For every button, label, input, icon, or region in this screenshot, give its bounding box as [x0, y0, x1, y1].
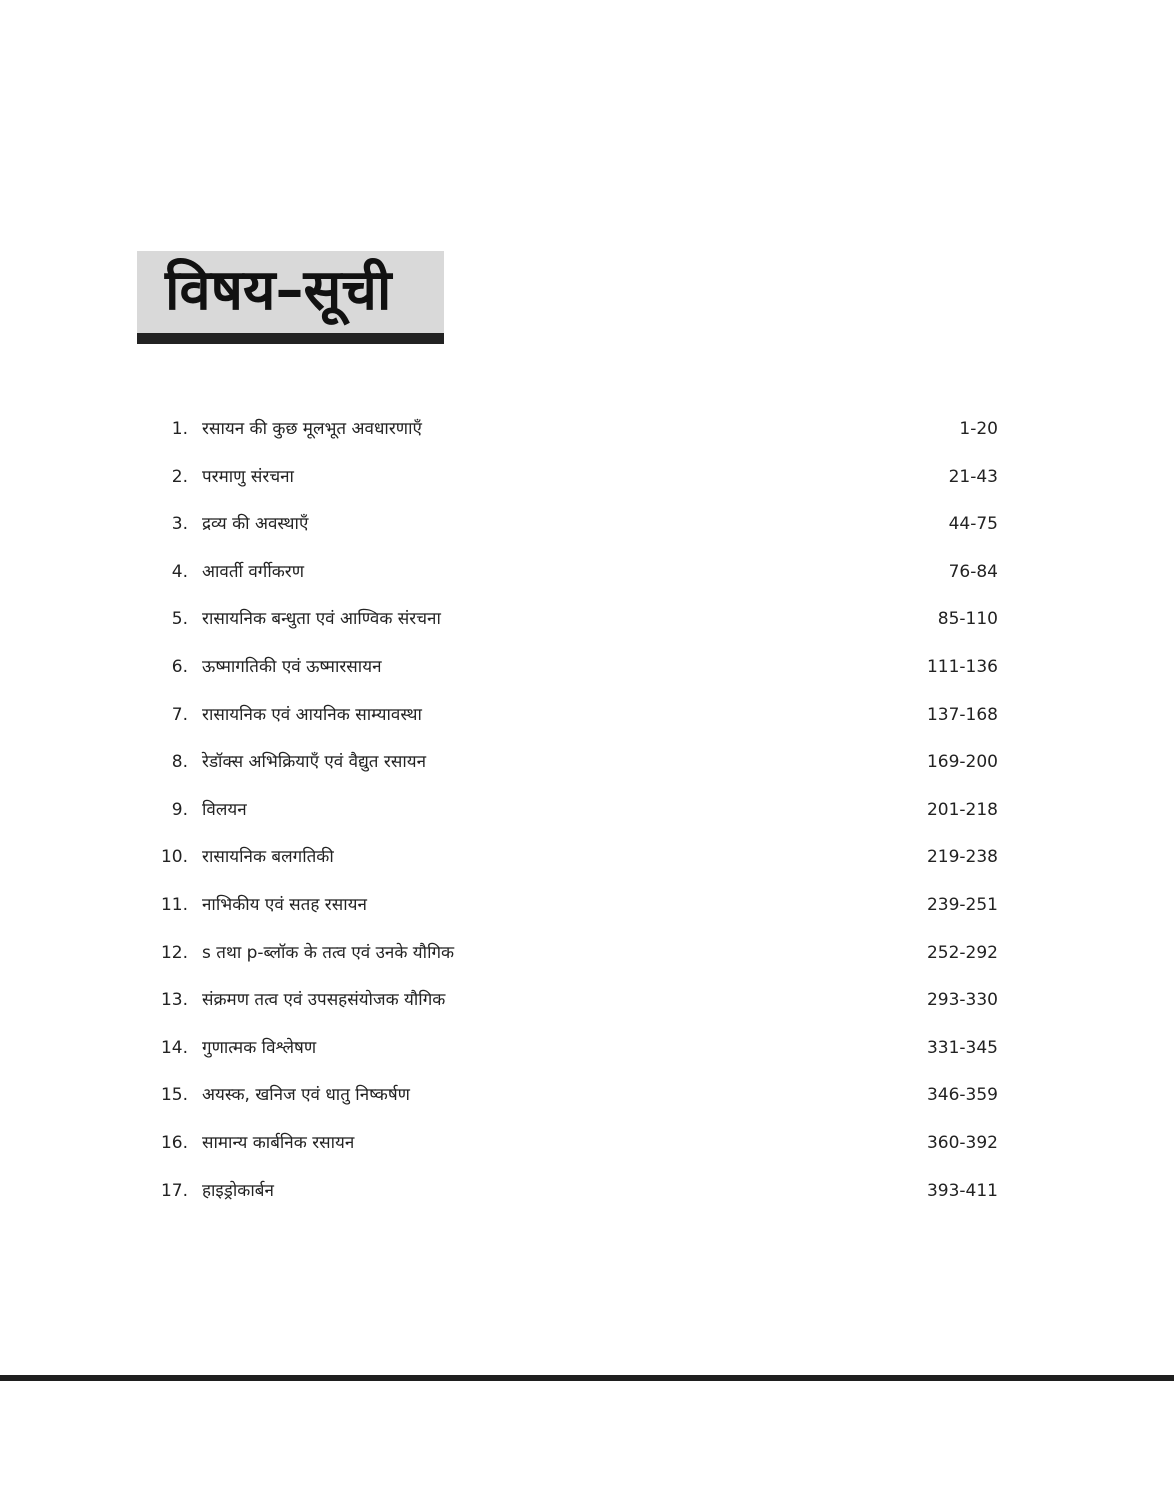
toc-entry-title: रसायन की कुछ मूलभूत अवधारणाएँ — [202, 419, 422, 439]
toc-entry-title: सामान्य कार्बनिक रसायन — [202, 1132, 355, 1153]
toc-entry-title: ऊष्मागतिकी एवं ऊष्मारसायन — [202, 656, 382, 677]
toc-entry — [155, 1120, 998, 1168]
toc-entry — [155, 549, 998, 597]
bottom-rule — [0, 1375, 1174, 1381]
toc-entry — [155, 692, 998, 740]
toc-entry — [155, 977, 998, 1025]
toc-entry — [155, 454, 998, 502]
toc-entry — [155, 1168, 998, 1216]
toc-entry-title: रासायनिक एवं आयनिक साम्यावस्था — [202, 704, 422, 725]
toc-entry-title: s तथा p-ब्लॉक के तत्व एवं उनके यौगिक — [202, 942, 455, 963]
toc-entry — [155, 787, 998, 835]
toc-entry-title: रासायनिक बलगतिकी — [202, 847, 334, 868]
toc-entry — [155, 739, 998, 787]
toc-entry-number: 8. — [171, 752, 188, 773]
toc-entry-title: हाइड्रोकार्बन — [202, 1180, 274, 1201]
toc-entry — [155, 596, 998, 644]
toc-entry-number: 10. — [160, 847, 188, 868]
toc-entry-number: 17. — [160, 1180, 188, 1201]
toc-entry-number: 14. — [160, 1037, 188, 1058]
toc-entry-pages: 44-75 — [948, 514, 998, 535]
toc-entry-title: परमाणु संरचना — [202, 466, 294, 487]
page-title: विषय–सूची — [165, 258, 392, 323]
toc-entry — [155, 501, 998, 549]
toc-entry-title: गुणात्मक विश्लेषण — [202, 1037, 317, 1058]
toc-entry-pages: 201-218 — [926, 799, 998, 820]
toc-entry — [155, 1072, 998, 1120]
toc-entry-number: 3. — [171, 514, 188, 535]
toc-entry-number: 16. — [160, 1132, 188, 1153]
toc-entry-title: नाभिकीय एवं सतह रसायन — [202, 894, 367, 915]
toc-entry — [155, 834, 998, 882]
title-block — [137, 251, 444, 344]
toc-entry-number: 15. — [160, 1085, 188, 1106]
toc-entry-title: संक्रमण तत्व एवं उपसहसंयोजक यौगिक — [202, 990, 446, 1011]
toc-entry-pages: 393-411 — [926, 1180, 998, 1201]
toc-entry — [155, 930, 998, 978]
toc-entry-title: अयस्क, खनिज एवं धातु निष्कर्षण — [202, 1085, 410, 1106]
toc-entry-pages: 239-251 — [926, 894, 998, 915]
toc-entry-pages: 21-43 — [948, 466, 998, 487]
toc-entry-title: आवर्ती वर्गीकरण — [202, 561, 305, 582]
toc-entry-number: 2. — [171, 466, 188, 487]
toc-entry-pages: 85-110 — [937, 609, 998, 630]
toc-entry — [155, 882, 998, 930]
toc-entry-number: 12. — [160, 942, 188, 963]
toc-entry-number: 5. — [171, 609, 188, 630]
toc-entry-pages: 76-84 — [948, 561, 998, 582]
toc-entry-number: 6. — [171, 656, 188, 677]
toc-entry-title: विलयन — [202, 799, 247, 820]
toc-entry — [155, 406, 998, 454]
toc-entry-pages: 111-136 — [926, 656, 998, 677]
toc-entry-number: 9. — [171, 799, 188, 820]
toc-entry-pages: 1-20 — [959, 419, 998, 439]
toc-entry-pages: 331-345 — [926, 1037, 998, 1058]
toc-entry-title: द्रव्य की अवस्थाएँ — [202, 514, 309, 535]
toc-entry-pages: 346-359 — [926, 1085, 998, 1106]
toc-entry — [155, 644, 998, 692]
toc-entry-number: 1. — [171, 419, 188, 439]
toc-entry — [155, 1025, 998, 1073]
toc-entry-pages: 137-168 — [926, 704, 998, 725]
toc-entry-pages: 252-292 — [926, 942, 998, 963]
toc-entry-number: 13. — [160, 990, 188, 1011]
toc-entry-title: रासायनिक बन्धुता एवं आण्विक संरचना — [202, 609, 441, 630]
toc-entry-pages: 219-238 — [926, 847, 998, 868]
toc-entry-pages: 293-330 — [926, 990, 998, 1011]
toc-entry-pages: 360-392 — [926, 1132, 998, 1153]
toc-entry-pages: 169-200 — [926, 752, 998, 773]
toc-entry-number: 11. — [160, 894, 188, 915]
table-of-contents — [155, 406, 998, 1215]
toc-entry-number: 4. — [171, 561, 188, 582]
toc-entry-number: 7. — [171, 704, 188, 725]
toc-entry-title: रेडॉक्स अभिक्रियाएँ एवं वैद्युत रसायन — [202, 752, 427, 773]
